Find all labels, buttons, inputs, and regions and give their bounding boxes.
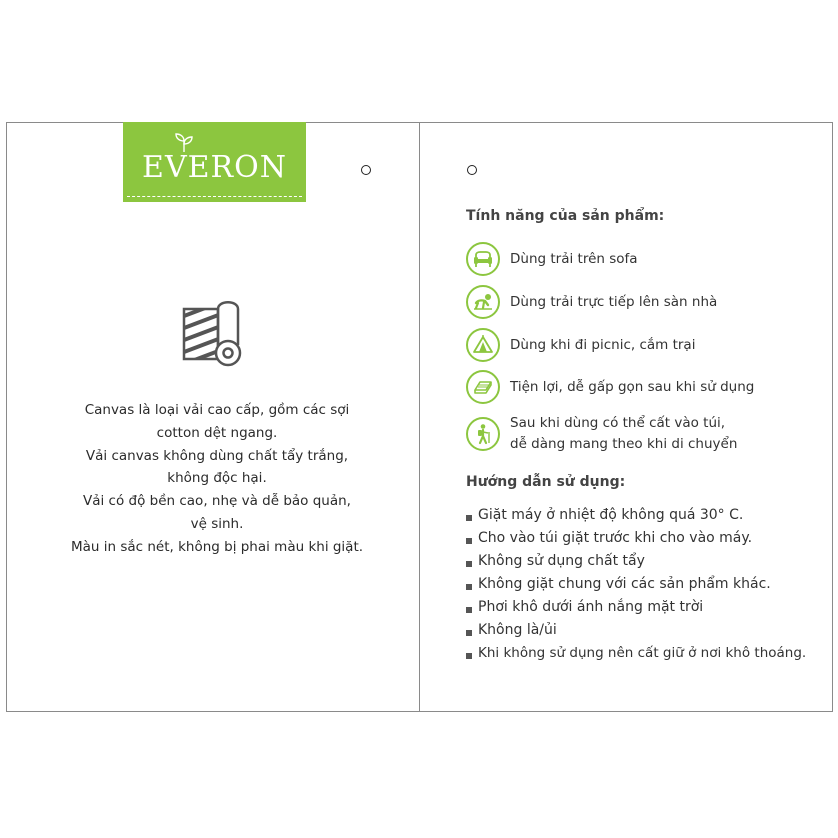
feature-text: Tiện lợi, dễ gấp gọn sau khi sử dụng	[510, 378, 755, 395]
description-line: Màu in sắc nét, không bị phai màu khi giặt.	[70, 538, 364, 555]
feature-item	[466, 369, 754, 405]
feature-item	[466, 241, 638, 277]
feature-text: Dùng trải trực tiếp lên sàn nhà	[510, 293, 718, 310]
crawling-baby-icon	[466, 285, 500, 319]
instruction-text: Phơi khô dưới ánh nắng mặt trời	[478, 599, 704, 615]
instruction-item	[466, 573, 806, 596]
instruction-item	[466, 550, 806, 573]
instructions-heading: Hướng dẫn sử dụng:	[466, 474, 626, 490]
feature-item	[466, 327, 695, 363]
description-line: cotton dệt ngang.	[156, 424, 278, 441]
bullet	[466, 630, 472, 636]
brand-logo	[123, 122, 306, 202]
right-tag-panel	[419, 122, 833, 712]
feature-item	[466, 413, 737, 455]
canvas-roll-icon	[181, 297, 247, 367]
instruction-text: Khi không sử dụng nên cất giữ ở nơi khô thoáng.	[478, 645, 807, 661]
feature-item	[466, 284, 717, 320]
feature-text: Dùng khi đi picnic, cắm trại	[510, 336, 696, 353]
hiker-icon	[466, 417, 500, 451]
description-line: Canvas là loại vải cao cấp, gồm các sợi	[84, 402, 350, 418]
bullet	[466, 515, 472, 521]
description-line: Vải có độ bền cao, nhẹ và dễ bảo quản,	[83, 493, 351, 510]
product-description	[37, 399, 397, 559]
brand-name: EVERON	[142, 150, 287, 185]
description-line: vệ sinh.	[190, 515, 244, 532]
sofa-icon	[466, 242, 500, 276]
instruction-text: Cho vào túi giặt trước khi cho vào máy.	[478, 530, 753, 546]
folded-cloth-icon	[466, 370, 500, 404]
feature-text-line: dễ dàng mang theo khi di chuyển	[510, 436, 738, 452]
bullet	[466, 607, 472, 613]
instruction-item	[466, 596, 806, 619]
instruction-item	[466, 642, 806, 665]
description-line: Vải canvas không dùng chất tẩy trắng,	[85, 447, 349, 464]
instruction-text: Không là/ủi	[478, 622, 557, 638]
bullet	[466, 561, 472, 567]
feature-text	[510, 413, 737, 455]
instruction-text: Giặt máy ở nhiệt độ không quá 30° C.	[478, 507, 744, 523]
tent-icon	[466, 328, 500, 362]
instruction-text: Không sử dụng chất tẩy	[478, 553, 645, 569]
feature-text: Dùng trải trên sofa	[510, 250, 638, 267]
description-line: không độc hại.	[167, 470, 267, 487]
instruction-text: Không giặt chung với các sản phẩm khác.	[478, 576, 771, 592]
punch-hole	[361, 165, 371, 175]
instruction-item	[466, 619, 806, 642]
instructions-list	[466, 504, 806, 665]
logo-dashed-line	[127, 196, 302, 197]
bullet	[466, 584, 472, 590]
bullet	[466, 538, 472, 544]
feature-text-line: Sau khi dùng có thể cất vào túi,	[510, 415, 726, 431]
features-heading: Tính năng của sản phẩm:	[466, 208, 665, 224]
instruction-item	[466, 527, 806, 550]
instruction-item	[466, 504, 806, 527]
left-tag-panel	[6, 122, 420, 712]
bullet	[466, 653, 472, 659]
punch-hole	[467, 165, 477, 175]
